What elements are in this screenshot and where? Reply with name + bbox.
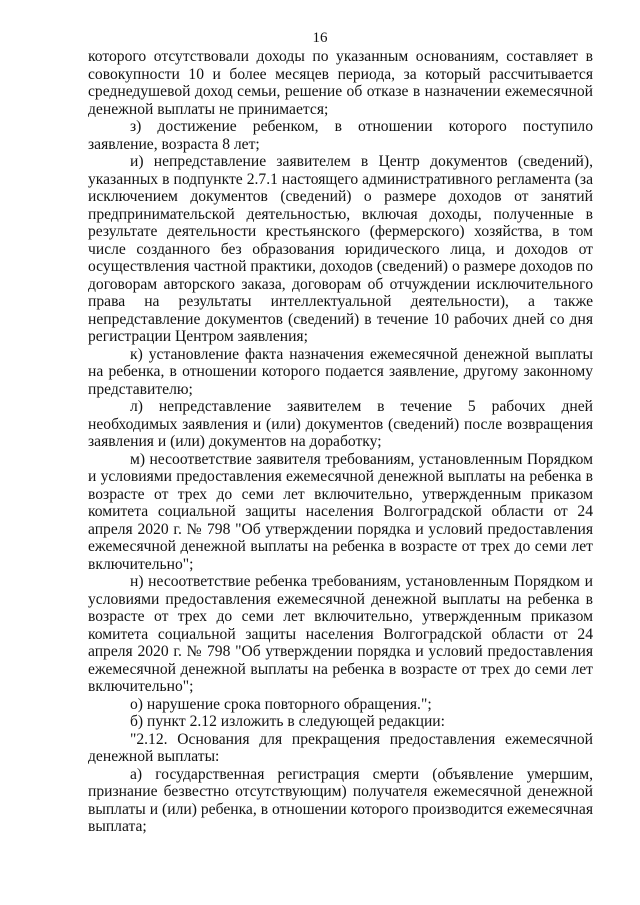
- paragraph-item-a: а) государственная регистрация смерти (объявление умершим, признание безвестно отсутствующим) получателя ежемесячной денежной выплаты и (или) ребенка, в отношении которого производится ежемесячная выплата;: [88, 765, 593, 835]
- paragraph-item-o: о) нарушение срока повторного обращения.";: [130, 695, 432, 713]
- paragraph-item-m: м) несоответствие заявителя требованиям, установленным Порядком и условиями предоставления ежемесячной денежной выплаты на ребенка в возрасте от трех до семи лет включительно, утвержденным приказом комитета социальной защиты населения Волгоградской области от 24 апреля 2020 г. № 798 "Об утверждении порядка и условий предоставления ежемесячной денежной выплаты на ребенка в возрасте от трех до семи лет включительно";: [88, 450, 593, 573]
- paragraph-item-k: к) установление факта назначения ежемесячной денежной выплаты на ребенка, в отношении которого подается заявление, другому законному представителю;: [88, 345, 593, 398]
- document-body: [88, 48, 593, 836]
- paragraph-item-l: л) непредставление заявителем в течение 5 рабочих дней необходимых заявления и (или) документов (сведений) после возвращения заявления и (или) документов на доработку;: [88, 398, 593, 450]
- paragraph-item-z: з) достижение ребенком, в отношении которого поступило заявление, возраста 8 лет;: [88, 118, 593, 153]
- paragraph-item-b: б) пункт 2.12 изложить в следующей редакции:: [130, 713, 445, 730]
- page-number: 16: [312, 30, 328, 46]
- paragraph-clause-2-12: "2.12. Основания для прекращения предоставления ежемесячной денежной выплаты:: [88, 730, 593, 765]
- paragraph-item-i: и) непредставление заявителем в Центр документов (сведений), указанных в подпункте 2.7.1 настоящего административного регламента (за исключением документов (сведений) о размере доходов от занятий предпринимательской деятельностью, включая доходы, полученные в результате деятельности крестьянского (фермерского) хозяйства, в том числе созданного без образования юридического лица, и доходов от осуществления частной практики, доходов (сведений) о размере доходов по договорам авторского заказа, договорам об отчуждении исключительного права на результаты интеллектуальной деятельности), а также непредставление документов (сведений) в течение 10 рабочих дней со дня регистрации Центром заявления;: [88, 153, 593, 345]
- paragraph-item-n: н) несоответствие ребенка требованиям, установленным Порядком и условиями предоставления ежемесячной денежной выплаты на ребенка в возрасте от трех до семи лет включительно, утвержденным приказом комитета социальной защиты населения Волгоградской области от 24 апреля 2020 г. № 798 "Об утверждении порядка и условий предоставления ежемесячной денежной выплаты на ребенка в возрасте от трех до семи лет включительно";: [88, 573, 593, 695]
- paragraph-continuation: которого отсутствовали доходы по указанным основаниям, составляет в совокупности 10 и более месяцев периода, за который рассчитывается среднедушевой доход семьи, решение об отказе в назначении ежемесячной денежной выплаты не принимается;: [88, 48, 593, 118]
